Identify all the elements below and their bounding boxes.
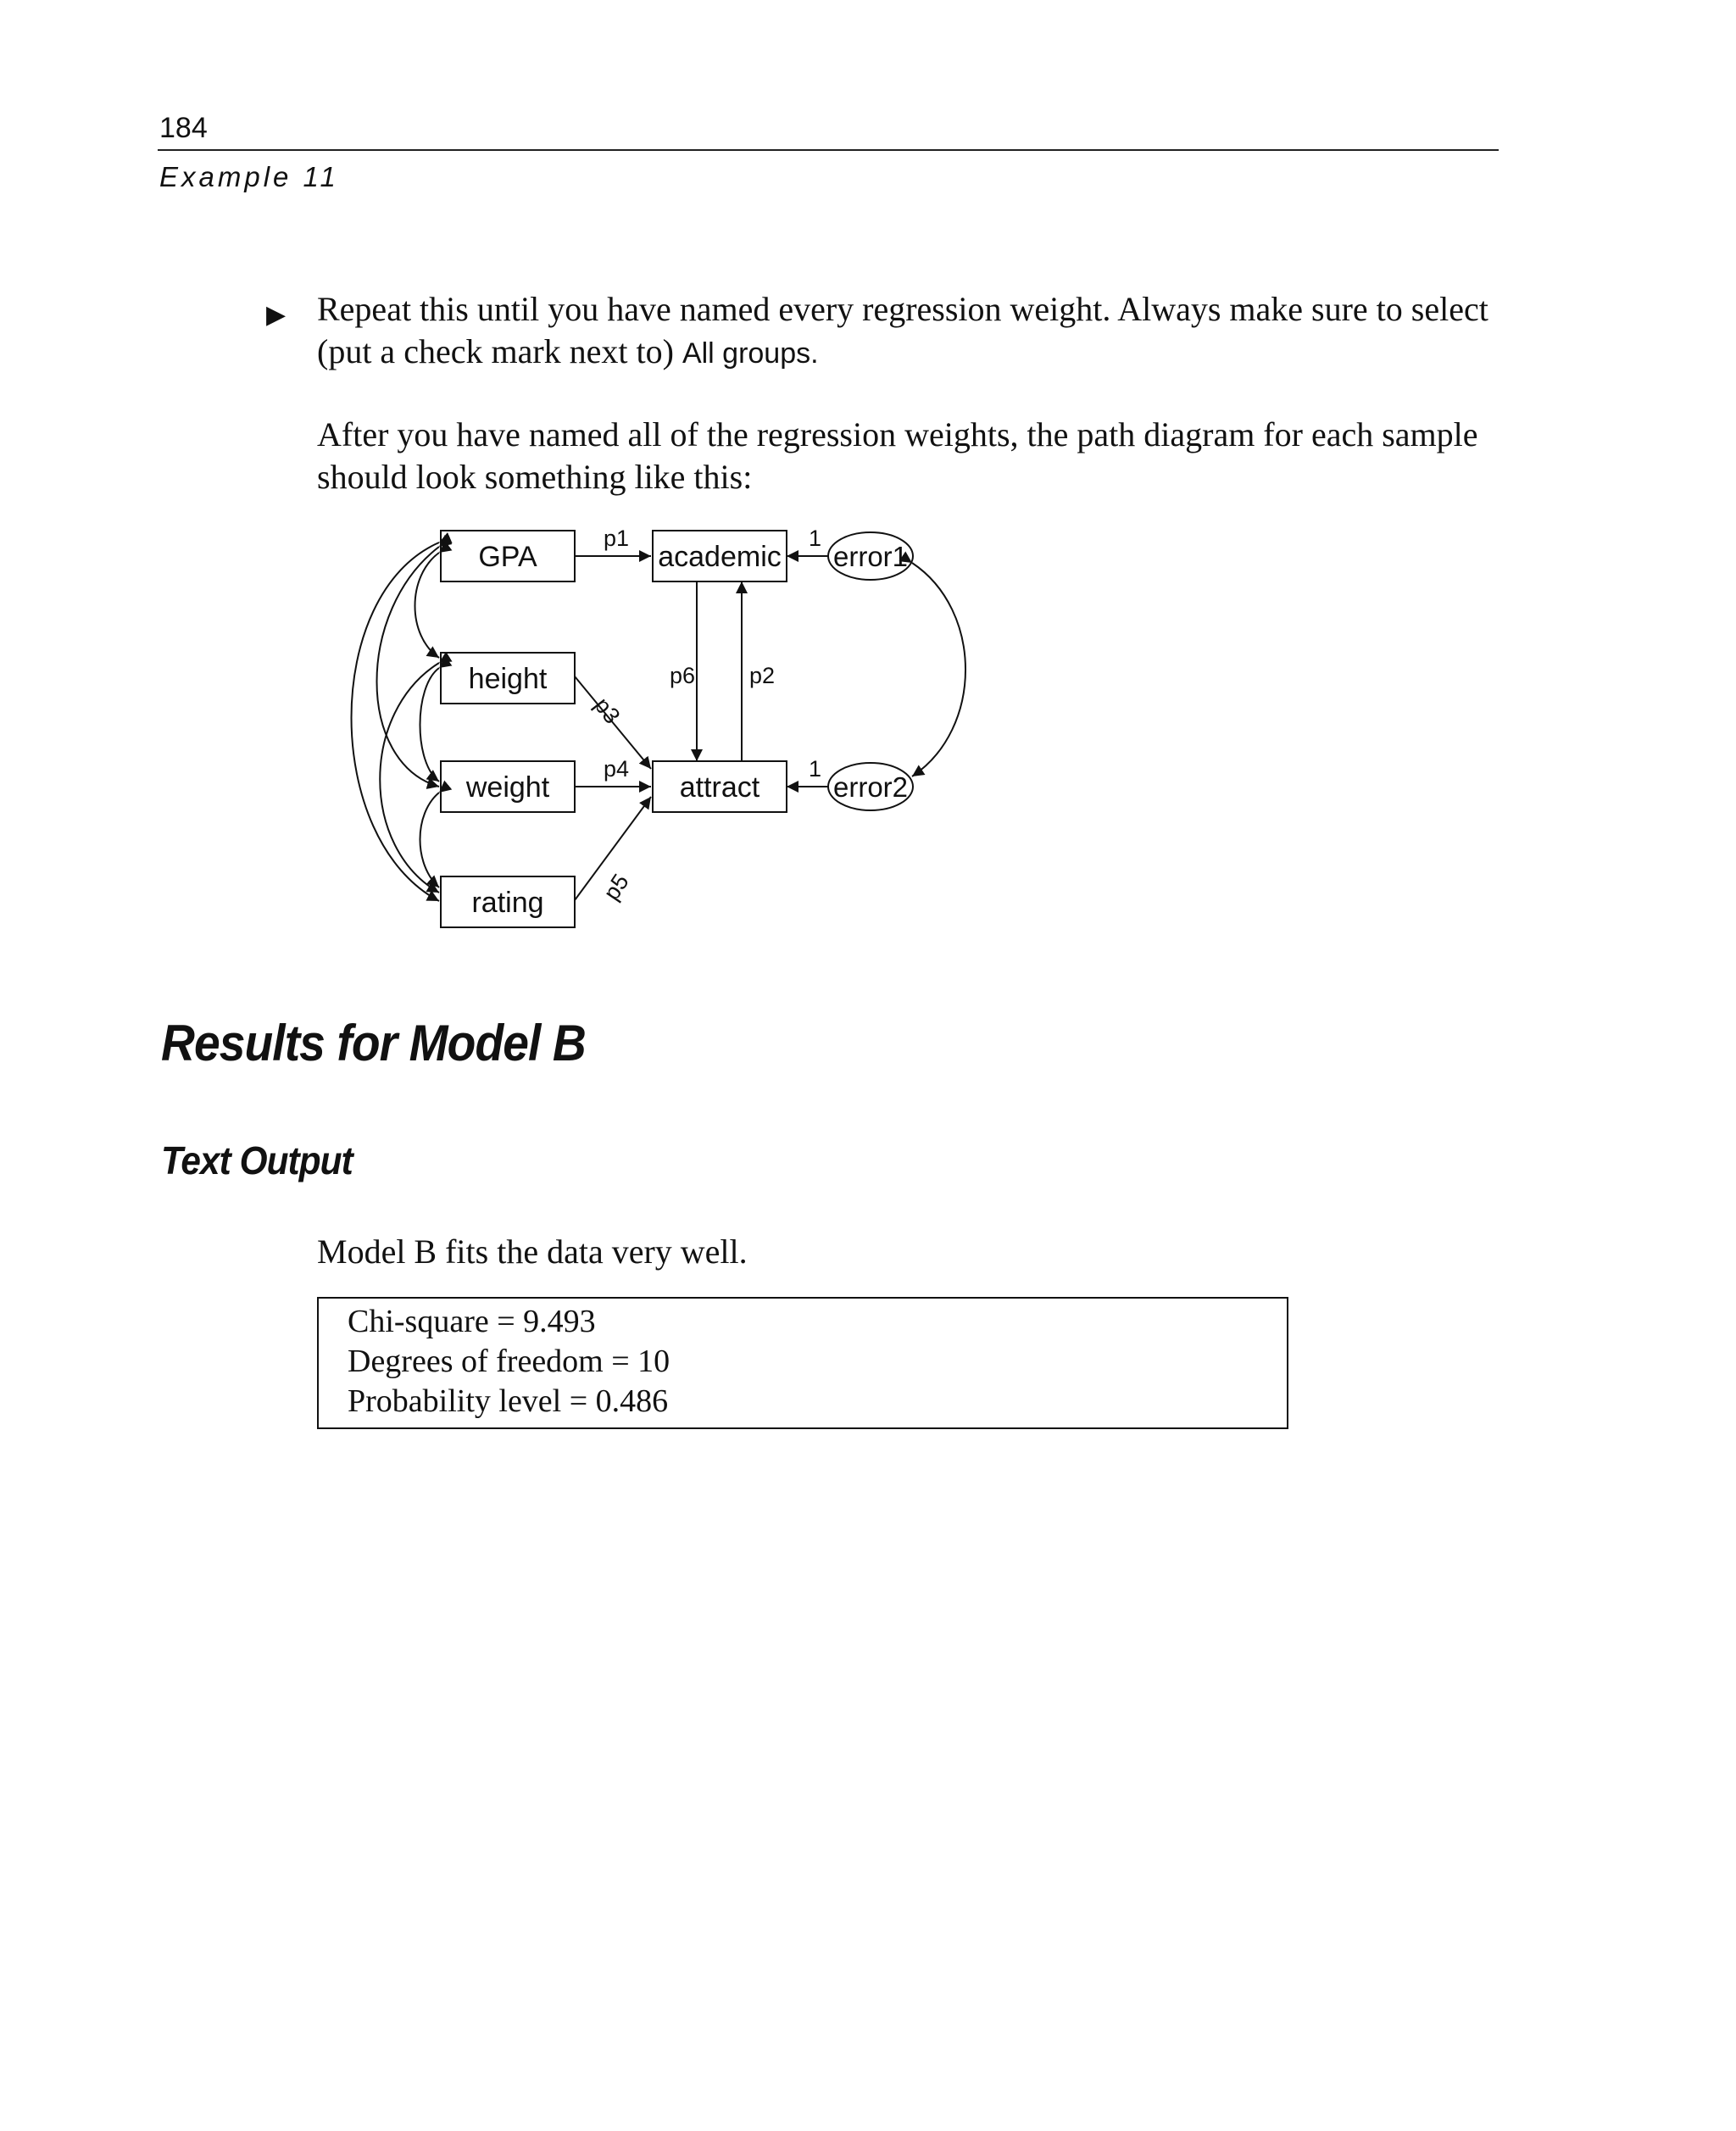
output-probability-level: Probability level = 0.486 (348, 1383, 669, 1419)
output-degrees-of-freedom: Degrees of freedom = 10 (348, 1344, 670, 1379)
path-diagram (314, 517, 992, 941)
header-rule (158, 149, 1499, 151)
intro-sentence: Model B fits the data very well. (317, 1232, 748, 1271)
cov-gpa-height (415, 553, 440, 658)
label-p5: p5 (598, 869, 634, 905)
section-subtitle: Text Output (161, 1138, 353, 1182)
all-groups-term: All groups (682, 337, 811, 370)
label-weight-fixed-1: 1 (809, 526, 822, 551)
label-p6: p6 (670, 663, 696, 688)
label-p3: p3 (589, 693, 626, 729)
label-weight-fixed-2: 1 (809, 756, 822, 782)
label-p4: p4 (604, 756, 630, 782)
label-p1: p1 (604, 526, 630, 551)
cov-error1-error2 (912, 563, 965, 776)
page-number: 184 (159, 112, 208, 144)
output-chi-square: Chi-square = 9.493 (348, 1304, 596, 1339)
body-paragraph: After you have named all of the regression weights, the path diagram for each sample should look something like this: (317, 415, 1478, 496)
path-p3 (575, 676, 651, 769)
label-error1: error1 (832, 541, 909, 572)
label-p2: p2 (749, 663, 776, 688)
label-weight: weight (465, 771, 550, 804)
bullet-triangle-icon: ▶ (266, 300, 287, 330)
bullet-end: . (810, 337, 819, 370)
bullet-text: Repeat this until you have named every regression weight. Always make sure to select (put a check mark next to) (317, 290, 1488, 370)
label-error2: error2 (832, 771, 909, 803)
cov-gpa-weight (377, 547, 440, 787)
bullet-instruction (317, 288, 1504, 375)
cov-height-weight (420, 668, 440, 782)
running-head: Example 11 (159, 161, 339, 192)
cov-height-rating (380, 663, 439, 893)
label-academic: academic (658, 541, 782, 573)
label-rating: rating (471, 887, 544, 919)
label-attract: attract (679, 771, 760, 804)
label-height: height (468, 663, 548, 695)
cov-weight-rating (420, 793, 440, 887)
section-title: Results for Model B (161, 1015, 586, 1071)
label-gpa: GPA (478, 541, 537, 573)
text-output-box (317, 1297, 1288, 1429)
